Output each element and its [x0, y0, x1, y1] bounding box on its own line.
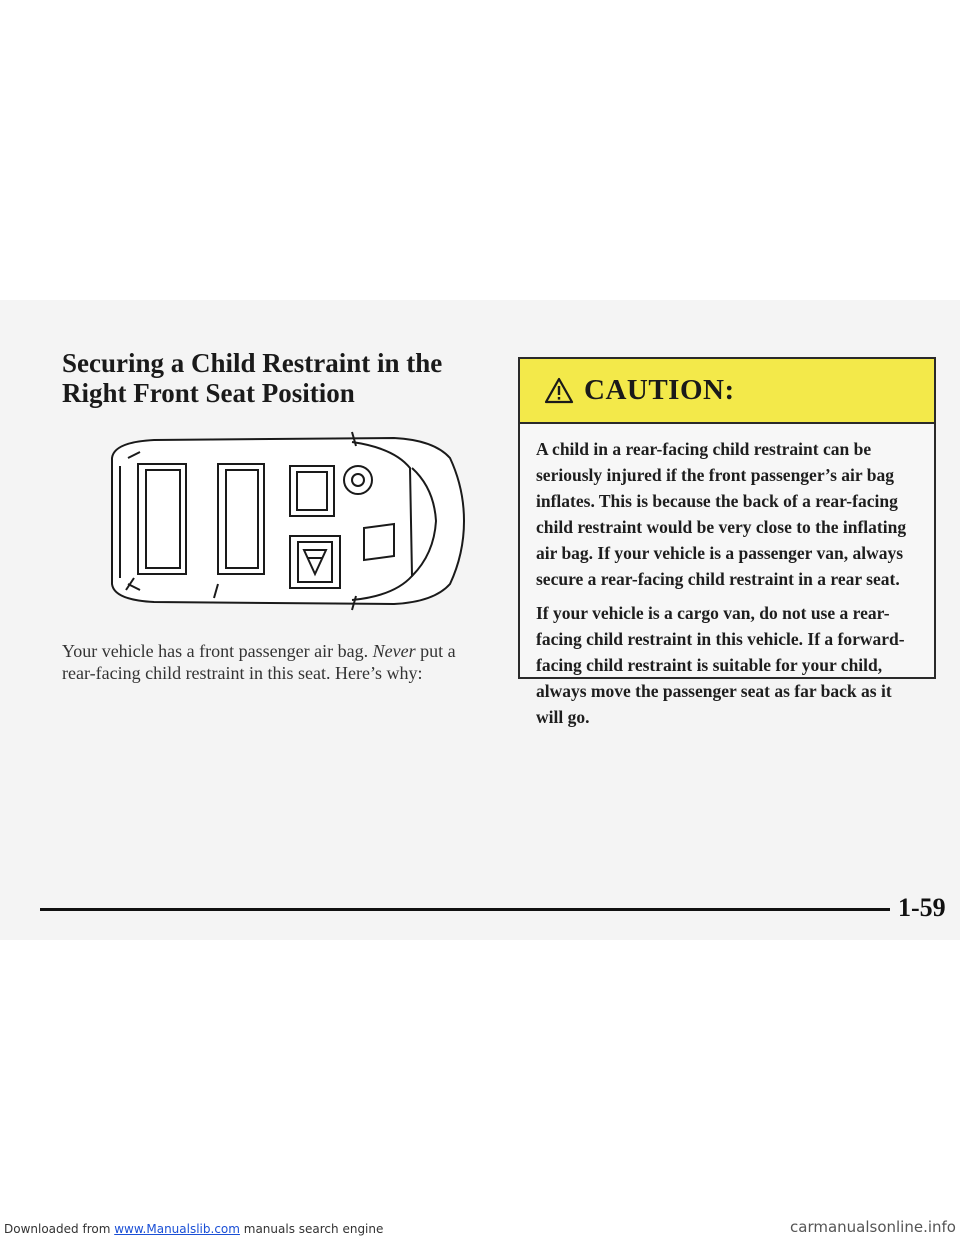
download-footer [4, 1222, 383, 1236]
caution-body [520, 424, 934, 730]
manualslib-link[interactable]: www.Manualslib.com [114, 1222, 240, 1236]
caution-header [520, 359, 934, 424]
watermark: carmanualsonline.info [790, 1218, 956, 1236]
caution-paragraph-2: If your vehicle is a cargo van, do not use a rear-facing child restraint in this vehicle. If a forward-facing child restraint is suitable for your child, always move the passenger seat as far back as it will go. [536, 603, 905, 727]
page-rule [40, 908, 890, 911]
caution-heading: CAUTION: [584, 374, 735, 406]
warning-triangle-icon [544, 377, 574, 404]
body-text-emphasis: Never [372, 641, 416, 661]
page-number: 1-59 [898, 893, 946, 922]
section-title: Securing a Child Restraint in the Right Front Seat Position [62, 348, 443, 408]
van-seating-diagram [94, 428, 474, 614]
body-text [62, 640, 492, 684]
body-text-rest: put a rear-facing child restraint in this seat. Here’s why: [62, 641, 456, 683]
footer-prefix: Downloaded from [4, 1222, 115, 1236]
footer-suffix: manuals search engine [239, 1222, 384, 1236]
caution-box [518, 357, 936, 727]
body-text-lead: Your vehicle has a front passenger air bag. [62, 641, 373, 661]
caution-paragraph-1: A child in a rear-facing child restraint can be seriously injured if the front passenger’s air bag inflates. This is because the back of a rear-facing child restraint would be very close to the inflating air bag. If your vehicle is a passenger van, always secure a rear-facing child restraint in a rear seat. [536, 439, 907, 589]
